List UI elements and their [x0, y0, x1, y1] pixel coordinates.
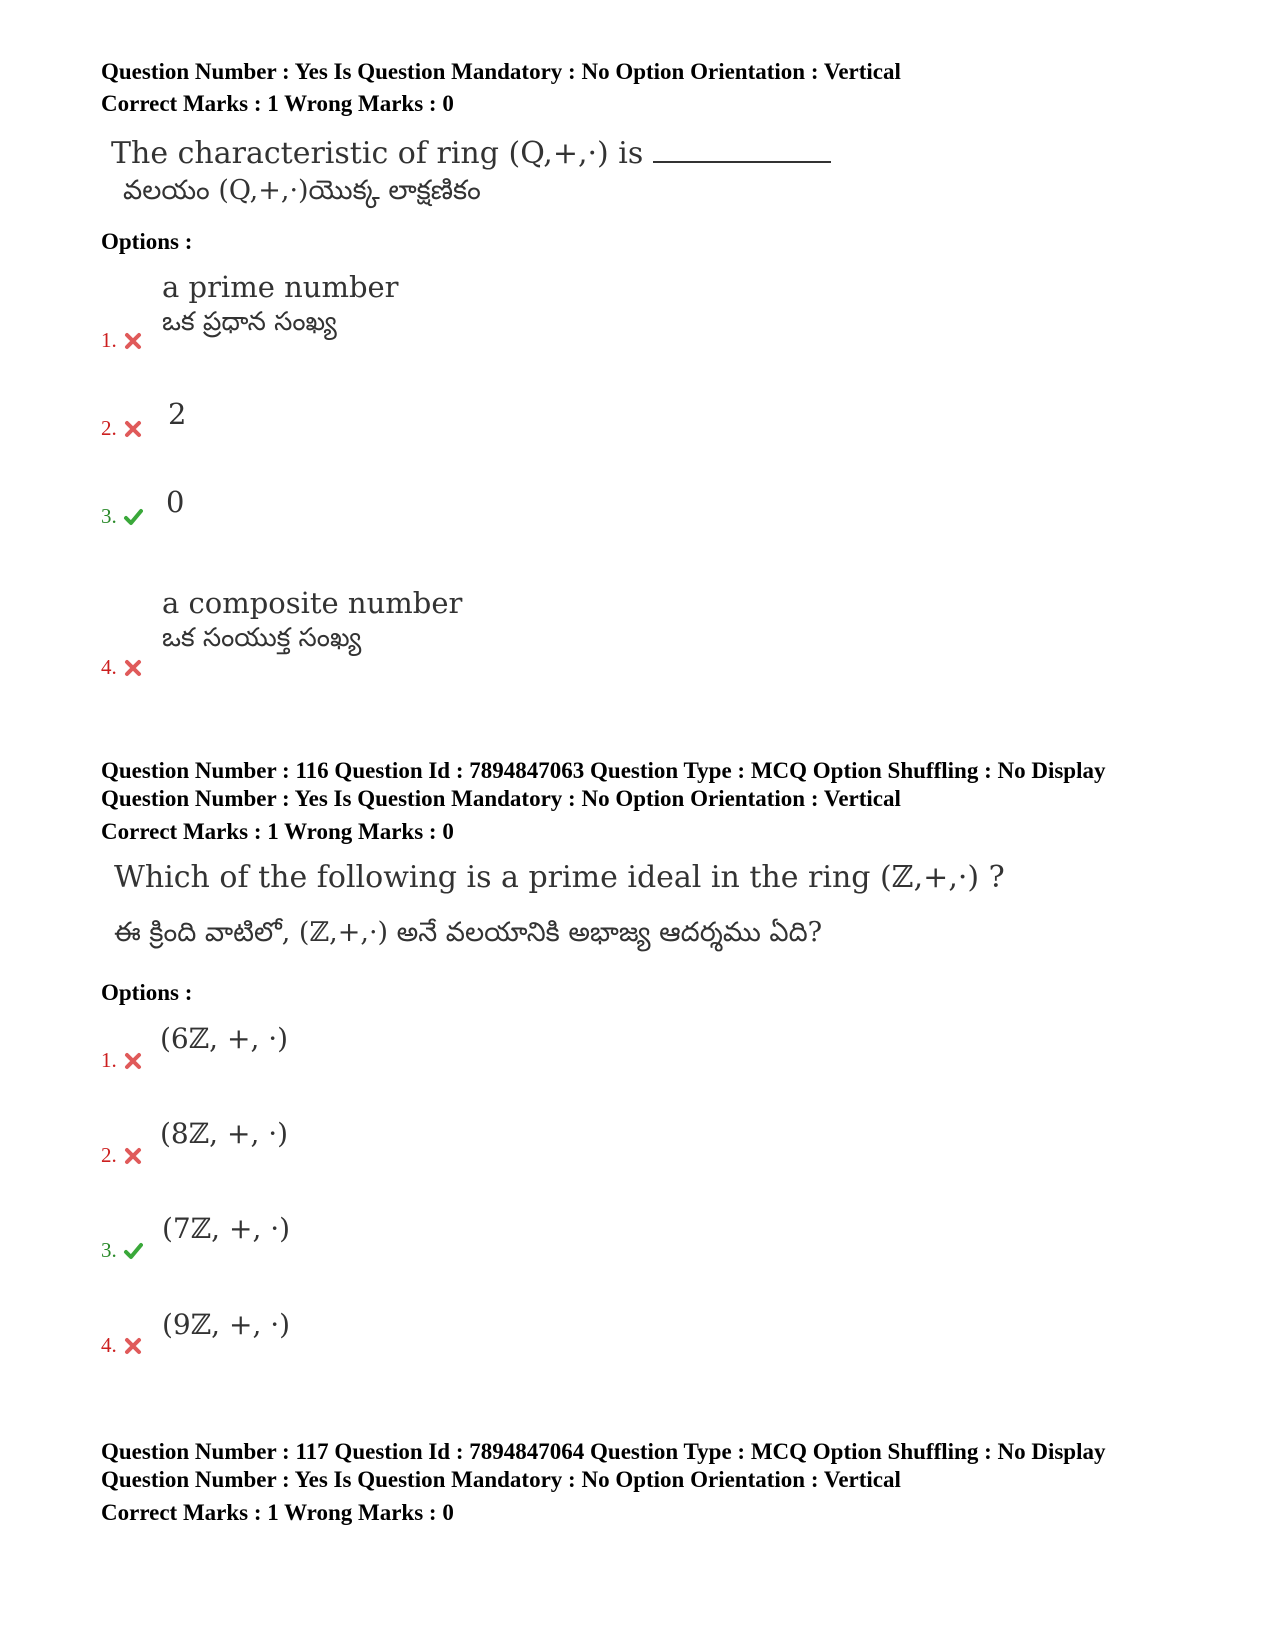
option-2-text	[168, 397, 186, 431]
question-text	[114, 860, 1005, 952]
option-1-number	[101, 328, 143, 353]
option-4-english: a composite number	[162, 586, 463, 620]
option-number: 1.	[101, 328, 117, 352]
option-1-number	[101, 1048, 143, 1073]
wrong-cross-icon	[123, 331, 143, 351]
option-2-number	[101, 1143, 143, 1168]
question-header-line: Question Number : 116 Question Id : 7894847063 Question Type : MCQ Option Shuffling : No Display	[101, 758, 1106, 783]
option-number: 3.	[101, 1238, 117, 1262]
option-4-telugu: ఒక సంయుక్త సంఖ్య	[162, 623, 362, 653]
correct-check-icon	[123, 1241, 143, 1261]
option-3-english: 0	[166, 485, 185, 519]
question-meta-line: Question Number : Yes Is Question Mandatory : No Option Orientation : Vertical	[101, 59, 901, 84]
question-text-telugu: ఈ క్రింది వాటిలో, (ℤ,+,·) అనే వలయానికి అభాజ్య ఆదర్శము ఏది?	[114, 917, 823, 948]
option-2-text: (8ℤ, +, ·)	[160, 1117, 289, 1150]
option-4-text: (9ℤ, +, ·)	[162, 1308, 291, 1341]
answer-blank	[653, 139, 831, 163]
option-number: 1.	[101, 1048, 117, 1072]
option-1-telugu: ఒక ప్రధాన సంఖ్య	[162, 307, 337, 337]
question-text-english: The characteristic of ring (Q,+,·) is	[111, 136, 644, 171]
option-3-text: (7ℤ, +, ·)	[162, 1212, 291, 1245]
option-number: 2.	[101, 416, 117, 440]
option-4-text	[162, 586, 462, 656]
option-4-number	[101, 655, 143, 680]
option-number: 4.	[101, 655, 117, 679]
question-meta-line: Question Number : Yes Is Question Mandatory : No Option Orientation : Vertical	[101, 1467, 901, 1492]
option-1-text	[162, 270, 399, 340]
question-meta-line: Question Number : Yes Is Question Mandatory : No Option Orientation : Vertical	[101, 786, 901, 811]
option-2-number	[101, 416, 143, 441]
option-3-text	[166, 485, 184, 519]
wrong-cross-icon	[123, 1336, 143, 1356]
wrong-cross-icon	[123, 658, 143, 678]
question-text	[111, 136, 831, 210]
question-marks-line: Correct Marks : 1 Wrong Marks : 0	[101, 91, 454, 116]
option-3-number	[101, 1238, 143, 1263]
option-number: 4.	[101, 1333, 117, 1357]
question-marks-line: Correct Marks : 1 Wrong Marks : 0	[101, 819, 454, 844]
wrong-cross-icon	[123, 1051, 143, 1071]
option-1-english: a prime number	[162, 270, 399, 304]
correct-check-icon	[123, 507, 143, 527]
option-4-number	[101, 1333, 143, 1358]
question-marks-line: Correct Marks : 1 Wrong Marks : 0	[101, 1500, 454, 1525]
options-label: Options :	[101, 229, 193, 254]
options-label: Options :	[101, 980, 193, 1005]
question-text-english: Which of the following is a prime ideal in the ring (ℤ,+,·) ?	[114, 860, 1005, 895]
option-number: 2.	[101, 1143, 117, 1167]
wrong-cross-icon	[123, 419, 143, 439]
question-text-telugu: వలయం (Q,+,·)యొక్క లాక్షణికం	[123, 175, 481, 206]
option-2-english: 2	[168, 397, 187, 431]
option-number: 3.	[101, 504, 117, 528]
question-header-line: Question Number : 117 Question Id : 7894847064 Question Type : MCQ Option Shuffling : No Display	[101, 1439, 1106, 1464]
option-1-text: (6ℤ, +, ·)	[160, 1022, 289, 1055]
wrong-cross-icon	[123, 1146, 143, 1166]
option-3-number	[101, 504, 143, 529]
